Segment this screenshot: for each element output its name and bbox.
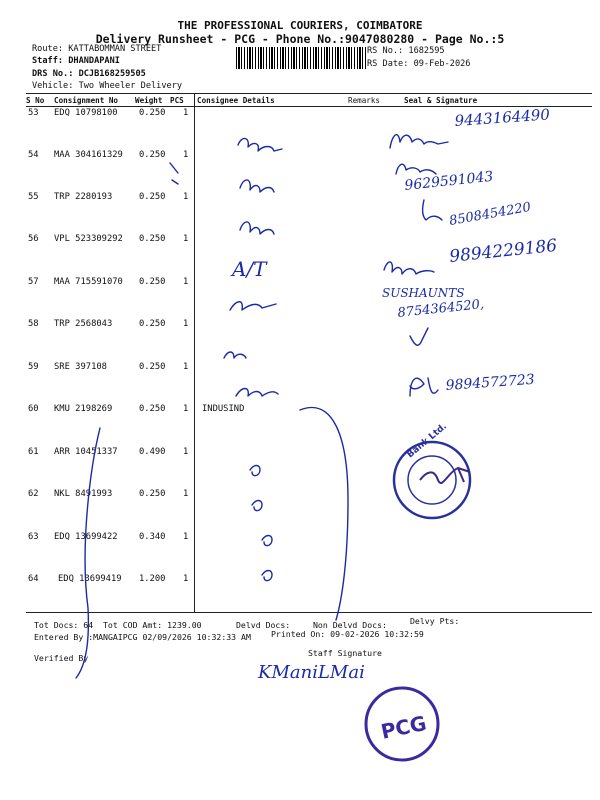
vehicle-text: Vehicle: Two Wheeler Delivery bbox=[32, 81, 183, 91]
row-sno: 59 bbox=[28, 362, 39, 372]
row-pcs: 1 bbox=[183, 489, 189, 499]
handwritten-name bbox=[240, 180, 274, 192]
row-sno: 62 bbox=[28, 489, 39, 499]
stamp-text: Bank Ltd. bbox=[405, 421, 449, 461]
delivered-docs: Delvd Docs: bbox=[236, 620, 291, 630]
row-consignment: ARR 10451337 bbox=[54, 447, 118, 457]
row-sno: 64 bbox=[28, 574, 39, 584]
row-weight: 0.250 bbox=[139, 362, 166, 372]
row-consignment: TRP 2568043 bbox=[54, 319, 113, 329]
col-remarks: Remarks bbox=[348, 96, 381, 105]
drs-number-right: RS No.: 1682595 bbox=[367, 46, 445, 56]
row-weight: 0.250 bbox=[139, 192, 166, 202]
row-pcs: 1 bbox=[183, 277, 189, 287]
handwritten-phone: 8754364520, bbox=[396, 296, 485, 321]
row-pcs: 1 bbox=[183, 532, 189, 542]
drs-number: DRS No.: DCJB168259505 bbox=[32, 69, 146, 79]
row-weight: 0.250 bbox=[139, 489, 166, 499]
non-delivered-docs: Non Delvd Docs: bbox=[313, 620, 387, 630]
row-weight: 1.200 bbox=[139, 574, 166, 584]
handwritten-phone: 9894572723 bbox=[445, 371, 536, 394]
runsheet-title: Delivery Runsheet - PCG - Phone No.:9047080280 - Page No.:5 bbox=[95, 32, 505, 46]
col-pcs: PCS bbox=[170, 96, 184, 105]
row-pcs: 1 bbox=[183, 192, 189, 202]
route-text: Route: KATTABOMMAN STREET bbox=[32, 44, 162, 54]
handwritten-phone: 9443164490 bbox=[454, 105, 551, 130]
row-pcs: 1 bbox=[183, 319, 189, 329]
row-weight: 0.250 bbox=[139, 150, 166, 160]
handwritten-name-text: SUSHAUNTS bbox=[382, 286, 465, 300]
row-sno: 54 bbox=[28, 150, 39, 160]
delivery-points: Delvy Pts: bbox=[410, 616, 460, 626]
handwritten-phone: 9894229186 bbox=[448, 235, 559, 267]
row-consignee: INDUSIND bbox=[202, 404, 245, 414]
pen-mark bbox=[170, 163, 178, 184]
row-consignment: VPL 523309292 bbox=[54, 234, 123, 244]
row-consignment: EDQ 13699419 bbox=[58, 574, 122, 584]
row-sno: 60 bbox=[28, 404, 39, 414]
row-sno: 56 bbox=[28, 234, 39, 244]
row-consignment: TRP 2280193 bbox=[54, 192, 113, 202]
row-sno: 53 bbox=[28, 108, 39, 118]
row-pcs: 1 bbox=[183, 574, 189, 584]
handwritten-name bbox=[238, 138, 282, 151]
stamp-signature bbox=[420, 468, 470, 483]
row-pcs: 1 bbox=[183, 362, 189, 372]
staff-signature-label: Staff Signature bbox=[308, 648, 382, 658]
row-consignment: EDQ 13699422 bbox=[54, 532, 118, 542]
col-seal: Seal & Signature bbox=[404, 96, 478, 105]
handwritten-signature bbox=[384, 262, 434, 274]
row-pcs: 1 bbox=[183, 447, 189, 457]
row-sno: 58 bbox=[28, 319, 39, 329]
row-pcs: 1 bbox=[183, 150, 189, 160]
total-cod-amount: Tot COD Amt: 1239.00 bbox=[103, 620, 202, 630]
row-consignment: MAA 715591070 bbox=[54, 277, 123, 287]
verified-by-label: Verified By bbox=[34, 653, 89, 663]
row-pcs: 1 bbox=[183, 108, 189, 118]
pcg-stamp bbox=[366, 688, 438, 760]
handwritten-name bbox=[230, 302, 276, 310]
handwritten-signature bbox=[396, 164, 436, 174]
stamp-inner-ring bbox=[408, 456, 456, 504]
handwritten-name bbox=[240, 222, 274, 234]
staff-signature: KManiLMai bbox=[258, 662, 365, 683]
row-pcs: 1 bbox=[183, 234, 189, 244]
col-weight: Weight bbox=[135, 96, 163, 105]
row-consignment: EDQ 10798100 bbox=[54, 108, 118, 118]
ditto-marks bbox=[250, 466, 272, 581]
bracket-mark bbox=[300, 408, 348, 620]
drs-date: RS Date: 09-Feb-2026 bbox=[367, 59, 471, 69]
handwritten-consignee: A/T bbox=[232, 257, 267, 281]
handwritten-phone: 8508454220 bbox=[448, 199, 533, 229]
row-weight: 0.250 bbox=[139, 108, 166, 118]
row-sno: 61 bbox=[28, 447, 39, 457]
bank-stamp bbox=[394, 422, 470, 518]
total-docs: Tot Docs: 64 bbox=[34, 620, 94, 630]
handwritten-signature bbox=[390, 135, 448, 148]
strike-line bbox=[76, 428, 100, 678]
handwritten-signature bbox=[410, 328, 428, 345]
col-consignment: Consignment No bbox=[54, 96, 119, 105]
col-sno: S No bbox=[26, 96, 45, 105]
row-weight: 0.250 bbox=[139, 319, 166, 329]
handwritten-name bbox=[224, 352, 246, 358]
col-consignee: Consignee Details bbox=[197, 96, 275, 105]
row-weight: 0.250 bbox=[139, 234, 166, 244]
row-consignment: SRE 397108 bbox=[54, 362, 107, 372]
staff-text: Staff: DHANDAPANI bbox=[32, 56, 120, 66]
row-weight: 0.250 bbox=[139, 277, 166, 287]
row-consignment: MAA 304161329 bbox=[54, 150, 123, 160]
company-title: THE PROFESSIONAL COURIERS, COIMBATORE bbox=[177, 19, 423, 32]
entered-by: Entered By :MANGAIPCG 02/09/2026 10:32:33 AM bbox=[34, 632, 251, 642]
handwritten-signature bbox=[423, 200, 442, 220]
row-sno: 63 bbox=[28, 532, 39, 542]
row-sno: 57 bbox=[28, 277, 39, 287]
handwritten-name bbox=[236, 389, 278, 397]
printed-on: Printed On: 09-02-2026 10:32:59 bbox=[271, 629, 424, 639]
row-pcs: 1 bbox=[183, 404, 189, 414]
pcg-stamp-text: PCG bbox=[378, 710, 429, 744]
row-consignment: NKL 8491993 bbox=[54, 489, 113, 499]
handwritten-phone: 9629591043 bbox=[403, 168, 495, 194]
handwritten-signature bbox=[410, 378, 438, 396]
row-weight: 0.340 bbox=[139, 532, 166, 542]
row-weight: 0.490 bbox=[139, 447, 166, 457]
row-weight: 0.250 bbox=[139, 404, 166, 414]
row-consignment: KMU 2198269 bbox=[54, 404, 113, 414]
row-sno: 55 bbox=[28, 192, 39, 202]
